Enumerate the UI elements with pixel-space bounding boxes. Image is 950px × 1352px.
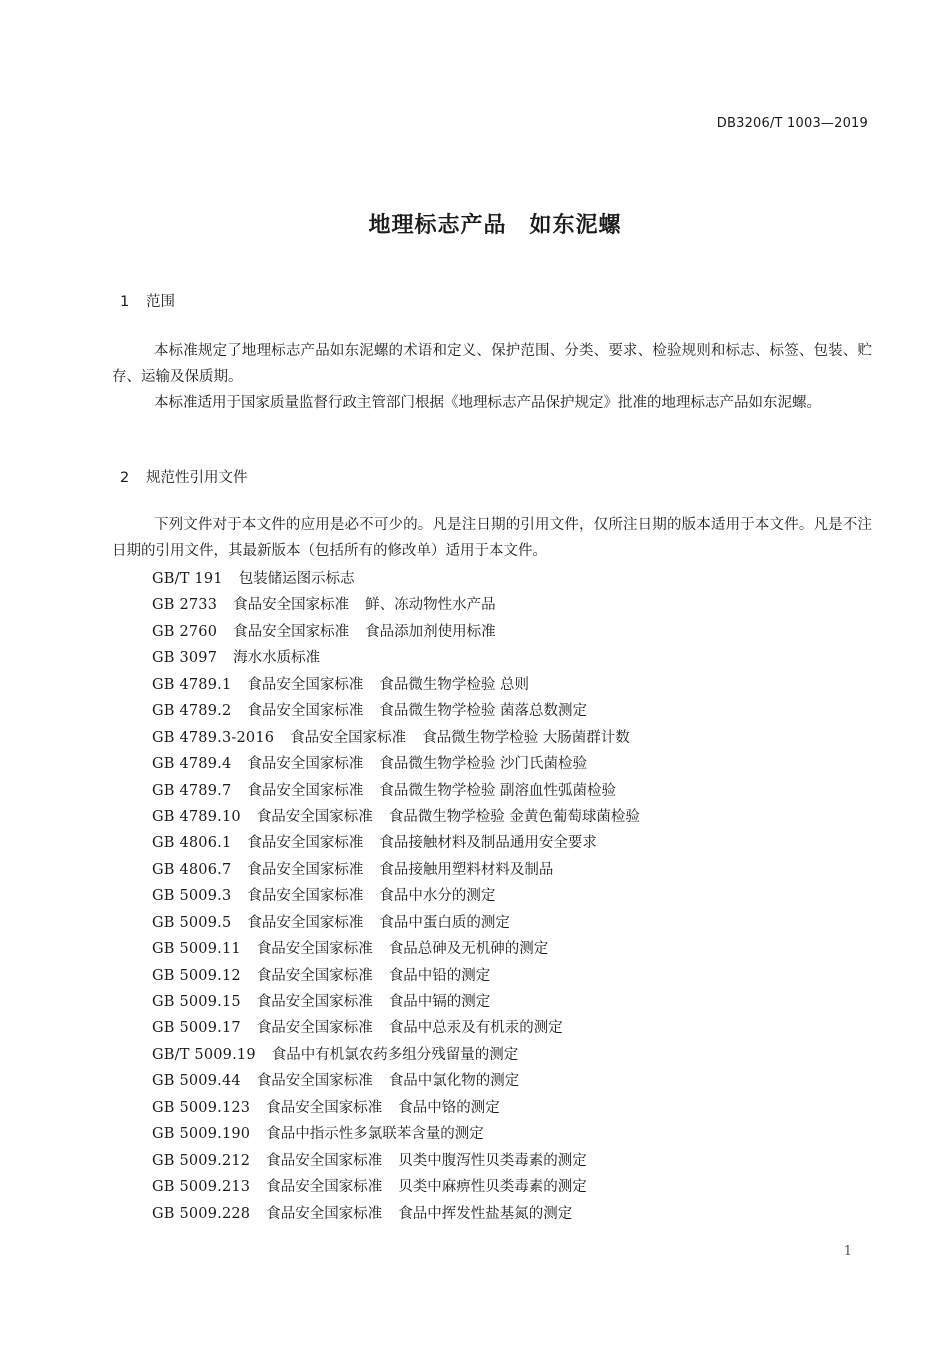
reference-subtitle: 食品接触材料及制品通用安全要求 bbox=[379, 835, 597, 852]
list-item bbox=[152, 804, 640, 830]
list-item bbox=[152, 778, 640, 804]
list-item bbox=[152, 1095, 640, 1121]
list-item bbox=[152, 830, 640, 856]
list-item bbox=[152, 566, 640, 592]
reference-title: 食品安全国家标准 bbox=[256, 1020, 373, 1037]
reference-subtitle: 食品中总汞及有机汞的测定 bbox=[388, 1020, 563, 1037]
list-item bbox=[152, 672, 640, 698]
reference-code: GB 5009.123 bbox=[152, 1099, 251, 1116]
reference-title: 食品安全国家标准 bbox=[233, 597, 350, 614]
reference-code: GB 3097 bbox=[152, 650, 218, 667]
reference-code: GB/T 5009.19 bbox=[152, 1046, 256, 1063]
reference-subtitle: 食品中镉的测定 bbox=[388, 994, 491, 1010]
reference-subtitle: 食品微生物学检验 总则 bbox=[379, 676, 529, 693]
section-title: 范围 bbox=[146, 294, 175, 310]
reference-subtitle: 食品微生物学检验 金黄色葡萄球菌检验 bbox=[388, 808, 640, 825]
reference-subtitle: 食品中挥发性盐基氮的测定 bbox=[398, 1205, 573, 1222]
list-item bbox=[152, 857, 640, 883]
reference-title: 食品安全国家标准 bbox=[247, 835, 364, 852]
reference-title: 食品安全国家标准 bbox=[247, 861, 364, 878]
reference-code: GB 5009.212 bbox=[152, 1152, 251, 1169]
reference-title: 食品安全国家标准 bbox=[256, 967, 373, 984]
list-item bbox=[152, 725, 640, 751]
reference-subtitle: 食品接触用塑料材料及制品 bbox=[379, 861, 554, 878]
reference-title: 食品安全国家标准 bbox=[233, 623, 350, 640]
list-item bbox=[152, 698, 640, 724]
reference-subtitle: 食品中氯化物的测定 bbox=[388, 1073, 520, 1090]
reference-subtitle: 食品中蛋白质的测定 bbox=[379, 914, 510, 931]
list-item bbox=[152, 1042, 640, 1068]
scope-paragraph-2: 本标准适用于国家质量监督行政主管部门根据《地理标志产品保护规定》批准的地理标志产品如东泥螺。 bbox=[154, 395, 821, 411]
reference-code: GB 4806.7 bbox=[152, 861, 232, 878]
reference-code: GB 5009.3 bbox=[152, 888, 232, 905]
reference-code: GB 4789.3-2016 bbox=[152, 729, 275, 746]
reference-title: 食品安全国家标准 bbox=[290, 729, 407, 746]
reference-title: 食品安全国家标准 bbox=[266, 1152, 383, 1169]
list-item bbox=[152, 1015, 640, 1041]
section-number: 2 bbox=[120, 470, 130, 486]
reference-title: 海水水质标准 bbox=[233, 650, 321, 667]
reference-subtitle: 食品总砷及无机砷的测定 bbox=[388, 941, 549, 958]
reference-code: GB 4789.4 bbox=[152, 756, 232, 773]
reference-subtitle: 食品微生物学检验 副溶血性弧菌检验 bbox=[379, 782, 616, 799]
standard-code: DB3206/T 1003—2019 bbox=[716, 116, 868, 131]
reference-title: 食品安全国家标准 bbox=[256, 808, 373, 825]
section-heading-normative-references bbox=[120, 466, 248, 487]
reference-title: 包装储运图示标志 bbox=[238, 571, 355, 587]
section-title: 规范性引用文件 bbox=[146, 470, 248, 486]
reference-code: GB 2733 bbox=[152, 597, 218, 614]
document-title: 地理标志产品 如东泥螺 bbox=[368, 213, 622, 238]
reference-code: GB 5009.15 bbox=[152, 994, 241, 1010]
list-item bbox=[152, 883, 640, 909]
list-item bbox=[152, 1068, 640, 1094]
reference-title: 食品安全国家标准 bbox=[256, 1073, 373, 1090]
reference-subtitle: 食品中铅的测定 bbox=[388, 967, 491, 984]
reference-code: GB 5009.213 bbox=[152, 1179, 251, 1196]
reference-title: 食品安全国家标准 bbox=[247, 914, 364, 931]
reference-code: GB 5009.190 bbox=[152, 1126, 251, 1143]
reference-subtitle: 食品添加剂使用标准 bbox=[365, 623, 496, 640]
reference-code: GB 4789.7 bbox=[152, 782, 232, 799]
reference-title: 食品中有机氯农药多组分残留量的测定 bbox=[271, 1046, 519, 1063]
reference-code: GB 4789.1 bbox=[152, 676, 232, 693]
reference-code: GB 4789.10 bbox=[152, 808, 241, 825]
reference-code: GB 5009.12 bbox=[152, 967, 241, 984]
list-item bbox=[152, 989, 640, 1015]
list-item bbox=[152, 751, 640, 777]
reference-code: GB 5009.5 bbox=[152, 914, 232, 931]
reference-title: 食品安全国家标准 bbox=[247, 782, 364, 799]
section-number: 1 bbox=[120, 294, 130, 310]
references-intro-paragraph: 下列文件对于本文件的应用是必不可少的。凡是注日期的引用文件，仅所注日期的版本适用于本文件。凡是不注日期的引用文件，其最新版本（包括所有的修改单）适用于本文件。 bbox=[112, 517, 872, 559]
list-item bbox=[152, 619, 640, 645]
reference-subtitle: 食品中铬的测定 bbox=[398, 1099, 500, 1116]
reference-subtitle: 食品微生物学检验 大肠菌群计数 bbox=[422, 729, 630, 746]
section-heading-scope bbox=[120, 290, 175, 311]
list-item bbox=[152, 645, 640, 671]
reference-title: 食品安全国家标准 bbox=[247, 756, 364, 773]
reference-title: 食品安全国家标准 bbox=[247, 676, 364, 693]
reference-title: 食品中指示性多氯联苯含量的测定 bbox=[266, 1126, 484, 1143]
reference-code: GB 5009.228 bbox=[152, 1205, 251, 1222]
reference-subtitle: 食品微生物学检验 沙门氏菌检验 bbox=[379, 756, 587, 773]
reference-subtitle: 贝类中腹泻性贝类毒素的测定 bbox=[398, 1152, 587, 1169]
reference-code: GB 5009.17 bbox=[152, 1020, 241, 1037]
reference-title: 食品安全国家标准 bbox=[266, 1205, 383, 1222]
reference-title: 食品安全国家标准 bbox=[247, 888, 364, 905]
reference-subtitle: 食品中水分的测定 bbox=[379, 888, 496, 905]
reference-title: 食品安全国家标准 bbox=[247, 703, 364, 720]
reference-subtitle: 鲜、冻动物性水产品 bbox=[365, 597, 496, 614]
reference-subtitle: 贝类中麻痹性贝类毒素的测定 bbox=[398, 1179, 587, 1196]
reference-code: GB/T 191 bbox=[152, 571, 223, 587]
list-item bbox=[152, 1174, 640, 1200]
reference-title: 食品安全国家标准 bbox=[266, 1179, 383, 1196]
reference-code: GB 5009.44 bbox=[152, 1073, 241, 1090]
reference-code: GB 4806.1 bbox=[152, 835, 232, 852]
reference-title: 食品安全国家标准 bbox=[256, 941, 373, 958]
reference-title: 食品安全国家标准 bbox=[256, 994, 373, 1010]
reference-code: GB 2760 bbox=[152, 623, 218, 640]
list-item bbox=[152, 1121, 640, 1147]
reference-subtitle: 食品微生物学检验 菌落总数测定 bbox=[379, 703, 587, 720]
list-item bbox=[152, 910, 640, 936]
scope-paragraph-1: 本标准规定了地理标志产品如东泥螺的术语和定义、保护范围、分类、要求、检验规则和标志、标签、包装、贮存、运输及保质期。 bbox=[112, 343, 872, 385]
list-item bbox=[152, 963, 640, 989]
list-item bbox=[152, 1148, 640, 1174]
page-number: 1 bbox=[843, 1244, 852, 1259]
list-item bbox=[152, 592, 640, 618]
reference-code: GB 4789.2 bbox=[152, 703, 232, 720]
list-item bbox=[152, 936, 640, 962]
reference-code: GB 5009.11 bbox=[152, 941, 241, 958]
reference-list bbox=[152, 566, 640, 1227]
reference-title: 食品安全国家标准 bbox=[266, 1099, 383, 1116]
list-item bbox=[152, 1201, 640, 1227]
